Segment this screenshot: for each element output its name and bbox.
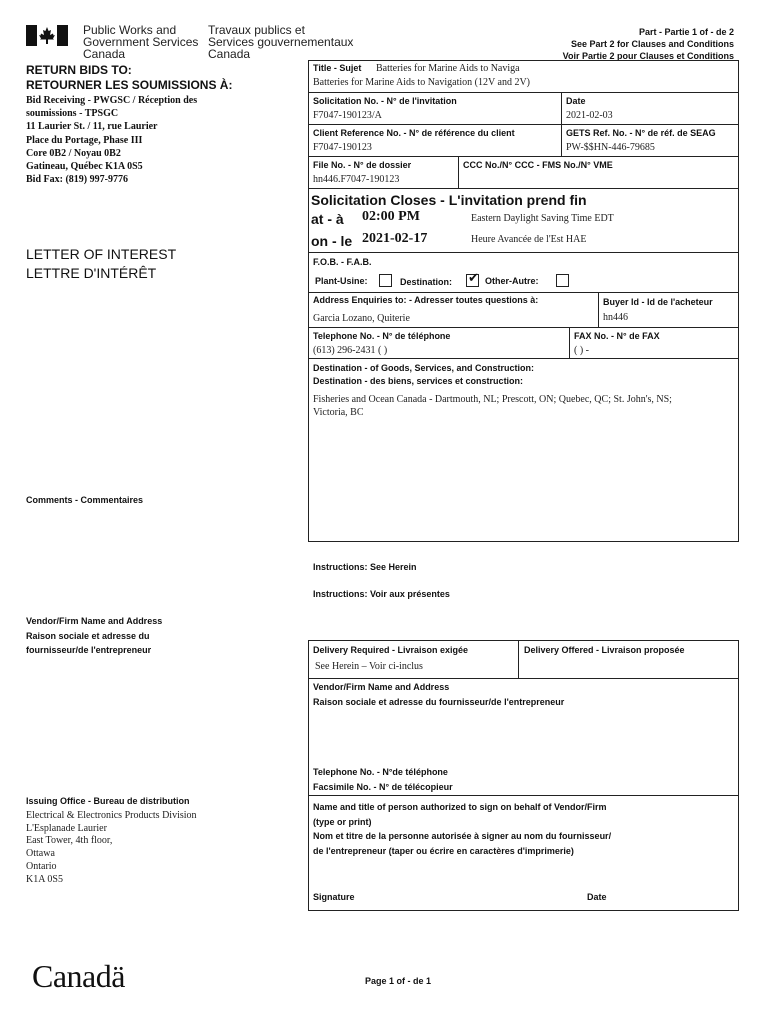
- other-autre-label: Other-Autre:: [485, 276, 539, 286]
- destination-goods-line: Victoria, BC: [313, 407, 364, 418]
- timezone-fr: Heure Avancée de l'Est HAE: [471, 234, 587, 245]
- issuing-address-line: L'Esplanade Laurier: [26, 822, 107, 834]
- gets-ref-label: GETS Ref. No. - N° de réf. de SEAG: [566, 128, 716, 138]
- dept-en-line: Public Works and: [83, 23, 177, 37]
- destination-goods-value: [313, 393, 672, 419]
- vendor-label-line: Raison sociale et adresse du: [26, 630, 150, 641]
- fax-label: FAX No. - N° de FAX: [574, 331, 660, 341]
- issuing-address-line: Electrical & Electronics Products Division: [26, 810, 197, 821]
- address-line: Bid Receiving - PWGSC / Réception des: [26, 95, 198, 106]
- plant-usine-checkbox[interactable]: [379, 274, 392, 287]
- at-label: at - à: [311, 211, 344, 227]
- date-label: Date: [566, 96, 586, 106]
- return-bids-heading-fr: RETOURNER LES SOUMISSIONS À:: [26, 78, 233, 92]
- buyer-id-value: hn446: [603, 312, 628, 323]
- address-line: soumissions - TPSGC: [26, 108, 119, 120]
- other-autre-checkbox[interactable]: [556, 274, 569, 287]
- vendor-telephone-label: Telephone No. - N°de téléphone: [313, 767, 448, 777]
- on-label: on - le: [311, 233, 353, 249]
- signature-label: Signature: [313, 892, 355, 902]
- part-indicator: Part - Partie 1 of - de 2: [638, 27, 734, 37]
- instructions-en: Instructions: See Herein: [313, 562, 417, 572]
- address-enquiries-value: Garcia Lozano, Quiterie: [313, 313, 410, 324]
- authorized-signer-line: de l'entrepreneur (taper ou écrire en caractères d'imprimerie): [313, 845, 574, 856]
- telephone-value: (613) 296-2431 ( ): [313, 345, 388, 356]
- delivery-offered-label: Delivery Offered - Livraison proposée: [524, 645, 685, 655]
- solicitation-closes-heading: Solicitation Closes - L'invitation prend fin: [311, 192, 587, 208]
- address-line: Gatineau, Québec K1A 0S5: [26, 161, 143, 173]
- buyer-id-label: Buyer Id - Id de l'acheteur: [603, 297, 713, 307]
- gets-ref-value: PW-$$HN-446-79685: [566, 142, 655, 153]
- address-line: 11 Laurier St. / 11, rue Laurier: [26, 121, 158, 133]
- authorized-signer-line: Nom et titre de la personne autorisée à signer au nom du fournisseur/: [313, 831, 612, 841]
- closing-date-value: 2021-02-17: [362, 231, 428, 246]
- authorized-signer-line: (type or print): [313, 816, 372, 827]
- fax-value: ( ) -: [574, 345, 589, 356]
- issuing-office-address: [26, 810, 197, 886]
- vendor-facsimile-label: Facsimile No. - N° de télécopieur: [313, 782, 453, 792]
- department-name-en: [83, 24, 198, 60]
- authorized-signer-label: [313, 800, 611, 858]
- vendor-name-label-en: Vendor/Firm Name and Address: [313, 682, 450, 692]
- issuing-address-line: Ottawa: [26, 848, 55, 860]
- issuing-office-label: Issuing Office - Bureau de distribution: [26, 796, 190, 806]
- dept-fr-line: Travaux publics et: [208, 23, 305, 37]
- dept-fr-line: Canada: [208, 47, 251, 61]
- destination-goods-label-fr: Destination - des biens, services et construction:: [313, 376, 524, 386]
- letter-of-interest-en: LETTER OF INTEREST: [26, 246, 177, 262]
- destination-checkbox[interactable]: [466, 271, 479, 287]
- signature-date-label: Date: [587, 892, 607, 902]
- solicitation-no-label: Solicitation No. - N° de l'invitation: [313, 96, 457, 106]
- dept-fr-line: Services gouvernementaux: [208, 35, 354, 49]
- plant-usine-label: Plant-Usine:: [315, 276, 368, 286]
- address-line: Bid Fax: (819) 997-9776: [26, 174, 128, 186]
- authorized-signer-line: Name and title of person authorized to sign on behalf of Vendor/Firm: [313, 802, 607, 812]
- title-value-full: Batteries for Marine Aids to Navigation (12V and 2V): [313, 77, 530, 88]
- fob-label: F.O.B. - F.A.B.: [313, 257, 372, 267]
- timezone-en: Eastern Daylight Saving Time EDT: [471, 213, 614, 224]
- return-bids-heading-en: RETURN BIDS TO:: [26, 63, 132, 77]
- destination-goods-label-en: Destination - of Goods, Services, and Construction:: [313, 363, 535, 373]
- see-part2-fr: Voir Partie 2 pour Clauses et Conditions: [562, 51, 734, 61]
- see-part2-en: See Part 2 for Clauses and Conditions: [570, 39, 734, 49]
- canada-wordmark: Canadä: [32, 958, 125, 994]
- vendor-label-line: fournisseur/de l'entrepreneur: [26, 645, 152, 655]
- title-label: Title - Sujet: [313, 63, 362, 73]
- title-value-short: Batteries for Marine Aids to Naviga: [376, 63, 520, 74]
- ccc-no-label: CCC No./N° CCC - FMS No./N° VME: [463, 160, 613, 170]
- address-enquiries-label: Address Enquiries to: - Adresser toutes questions à:: [313, 295, 539, 305]
- dept-en-line: Government Services: [83, 35, 199, 49]
- vendor-label-line: Vendor/Firm Name and Address: [26, 616, 163, 626]
- destination-label: Destination:: [400, 277, 453, 287]
- destination-goods-line: Fisheries and Ocean Canada - Dartmouth, NL; Prescott, ON; Quebec, QC; St. John's, NS;: [313, 394, 672, 405]
- delivery-required-label: Delivery Required - Livraison exigée: [313, 645, 469, 655]
- closing-time-value: 02:00 PM: [362, 209, 420, 224]
- issuing-address-line: East Tower, 4th floor,: [26, 835, 113, 847]
- return-address: [26, 94, 197, 186]
- vendor-name-label-fr: Raison sociale et adresse du fournisseur/de l'entrepreneur: [313, 697, 565, 707]
- date-value: 2021-02-03: [566, 110, 613, 121]
- instructions-fr: Instructions: Voir aux présentes: [313, 589, 450, 599]
- client-ref-label: Client Reference No. - N° de référence du client: [313, 128, 515, 138]
- delivery-required-value: See Herein – Voir ci-inclus: [315, 661, 423, 672]
- department-name-fr: [208, 24, 353, 60]
- page-number: Page 1 of - de 1: [365, 976, 432, 986]
- letter-of-interest-fr: LETTRE D'INTÉRÊT: [26, 265, 157, 281]
- checkmark-icon: ✔: [468, 271, 479, 286]
- vendor-address-label: [26, 614, 162, 658]
- file-no-label: File No. - N° de dossier: [313, 160, 412, 170]
- comments-label: Comments - Commentaires: [26, 495, 144, 505]
- dept-en-line: Canada: [83, 47, 126, 61]
- client-ref-value: F7047-190123: [313, 142, 372, 153]
- address-line: Place du Portage, Phase III: [26, 134, 143, 146]
- telephone-label: Telephone No. - N° de téléphone: [313, 331, 451, 341]
- issuing-address-line: K1A 0S5: [26, 873, 63, 885]
- canada-flag-logo: [26, 25, 68, 46]
- issuing-address-line: Ontario: [26, 860, 57, 872]
- file-no-value: hn446.F7047-190123: [313, 174, 400, 185]
- address-line: Core 0B2 / Noyau 0B2: [26, 147, 121, 159]
- solicitation-no-value: F7047-190123/A: [313, 110, 382, 121]
